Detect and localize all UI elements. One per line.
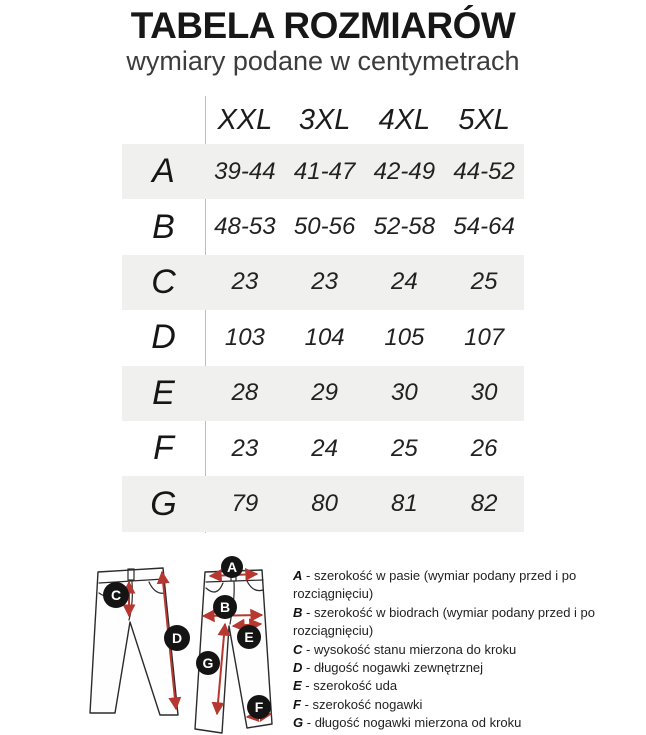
table-row (122, 421, 524, 476)
row-label: E (152, 373, 175, 412)
legend-key: A (293, 568, 303, 583)
legend-item (293, 714, 615, 732)
legend-separator: - (300, 696, 313, 712)
cell: 28 (231, 379, 259, 407)
legend-item (293, 659, 615, 677)
cell: 26 (470, 434, 498, 462)
legend-text: szerokość uda (313, 678, 398, 694)
table-row (122, 310, 524, 365)
svg-text:C: C (110, 587, 122, 603)
legend-key: F (293, 696, 301, 712)
column-header-3xl: 3XL (298, 104, 351, 136)
row-label: C (151, 262, 176, 301)
row-label: B (152, 207, 175, 246)
legend-text: długość nogawki mierzona od kroku (314, 715, 522, 731)
column-header-5xl: 5XL (458, 104, 510, 136)
cell: 30 (470, 379, 498, 407)
cell: 24 (311, 434, 338, 462)
pants-front-diagram (83, 562, 195, 734)
legend-key: C (293, 641, 303, 657)
cell: 103 (224, 323, 265, 351)
legend-key: G (293, 715, 304, 731)
cell: 105 (384, 323, 425, 351)
cell: 39-44 (214, 157, 276, 185)
table-row (122, 476, 524, 531)
legend-separator: - (302, 641, 314, 657)
cell: 23 (231, 268, 259, 296)
svg-text:E: E (244, 629, 254, 645)
legend-text: szerokość nogawki (312, 696, 423, 712)
svg-text:F: F (254, 699, 264, 715)
column-header-xxl: XXL (217, 104, 273, 136)
cell: 50-56 (293, 213, 356, 241)
legend-item (293, 604, 615, 641)
badge-g (196, 651, 220, 675)
cell: 23 (311, 268, 338, 296)
badge-f (247, 695, 271, 719)
svg-text:D: D (171, 630, 183, 646)
badge-a (221, 556, 243, 578)
cell: 25 (470, 268, 498, 296)
cell: 29 (311, 379, 338, 407)
legend-key: E (293, 678, 302, 694)
cell: 48-53 (214, 213, 276, 241)
badge-e (237, 625, 261, 649)
svg-text:B: B (219, 599, 231, 615)
legend-key: B (293, 604, 303, 620)
cell: 30 (391, 379, 418, 407)
row-label: F (153, 429, 174, 468)
column-header-4xl: 4XL (378, 104, 431, 136)
legend-separator: - (302, 568, 314, 583)
cell: 107 (464, 323, 505, 351)
legend-item (293, 567, 615, 604)
cell: 25 (391, 434, 418, 462)
table-row (122, 144, 524, 199)
legend-item (293, 641, 615, 659)
pants-measure-diagram (190, 556, 275, 735)
header-spacer (122, 100, 205, 144)
measurement-legend (293, 567, 615, 733)
badge-b (213, 595, 237, 619)
cell: 42-49 (373, 157, 436, 185)
row-label: A (152, 152, 175, 191)
cell: 80 (311, 490, 338, 518)
legend-text: długość nogawki zewnętrznej (313, 660, 484, 676)
legend-separator: - (303, 715, 315, 731)
row-label: G (150, 484, 177, 523)
legend-separator: - (301, 678, 314, 694)
cell: 104 (304, 323, 345, 351)
svg-text:A: A (226, 559, 238, 575)
legend-separator: - (302, 660, 314, 676)
legend-text: szerokość w pasie (wymiar podany przed i po rozciągnięciu) (293, 568, 577, 602)
cell: 44-52 (453, 157, 515, 185)
cell: 81 (391, 490, 418, 518)
badge-c (103, 582, 129, 608)
legend-text: szerokość w biodrach (wymiar podany przed i po rozciągnięciu) (293, 604, 596, 639)
cell: 24 (391, 268, 418, 296)
table-row (122, 255, 524, 310)
cell: 52-58 (373, 213, 436, 241)
page-subtitle: wymiary podane w centymetrach (126, 46, 520, 76)
legend-item (293, 677, 615, 695)
size-table (122, 100, 524, 532)
table-header-row (122, 100, 524, 144)
row-label: D (151, 318, 176, 357)
cell: 82 (470, 490, 498, 518)
table-row (122, 366, 524, 421)
cell: 23 (231, 434, 259, 462)
legend-separator: - (302, 604, 314, 620)
cell: 54-64 (453, 213, 515, 241)
svg-text:G: G (202, 655, 214, 671)
cell: 41-47 (293, 157, 356, 185)
page-title: TABELA ROZMIARÓW (130, 5, 516, 46)
badge-d (164, 625, 190, 651)
cell: 79 (231, 490, 259, 518)
table-row (122, 199, 524, 254)
legend-key: D (293, 660, 303, 676)
legend-item (293, 696, 615, 714)
legend-text: wysokość stanu mierzona do kroku (313, 641, 517, 657)
